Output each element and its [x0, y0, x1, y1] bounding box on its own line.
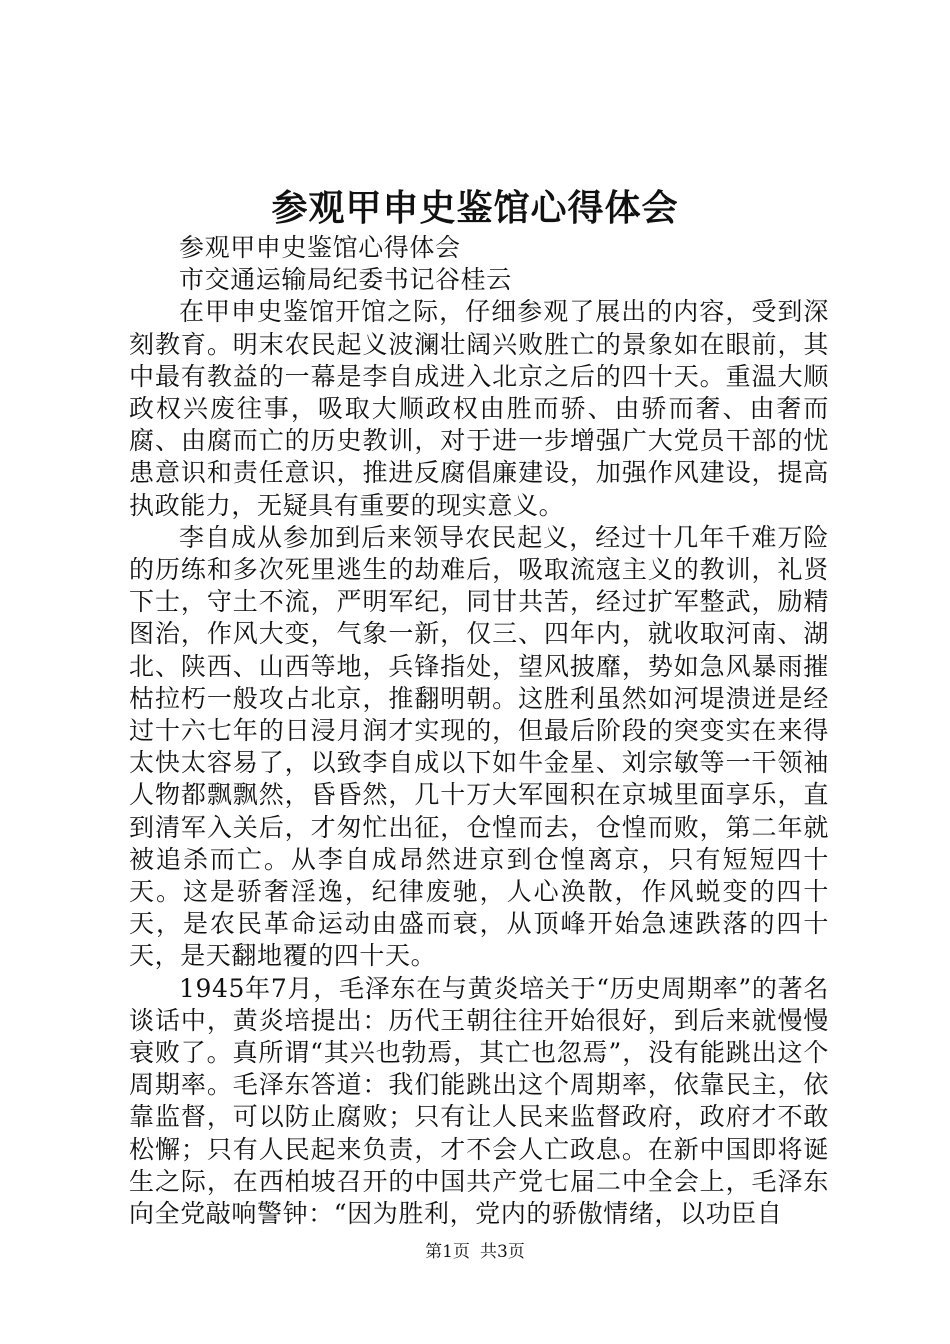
page-footer	[0, 1240, 950, 1264]
subtitle-line: 参观甲申史鉴馆心得体会	[179, 233, 461, 262]
page-number: 第1页	[425, 1242, 470, 1262]
page-total: 共3页	[480, 1242, 525, 1262]
body-paragraph: 1945年7月，毛泽东在与黄炎培关于“历史周期率”的著名谈话中，黄炎培提出：历代王朝往往开始很好，到后来就慢慢衰败了。真所谓“其兴也勃焉，其亡也忽焉”，没有能跳出这个周期率。毛泽东答道：我们能跳出这个周期率，依靠民主，依靠监督，可以防止腐败；只有让人民来监督政府，政府才不敢松懈；只有人民起来负责，才不会人亡政息。在新中国即将诞生之际，在西柏坡召开的中国共产党七届二中全会上，毛泽东向全党敲响警钟：“因为胜利，党内的骄傲情绪，以功臣自	[129, 973, 829, 1229]
body-paragraph: 李自成从参加到后来领导农民起义，经过十几年千难万险的历练和多次死里逃生的劫难后，吸取流寇主义的教训，礼贤下士，守土不流，严明军纪，同甘共苦，经过扩军整武，励精图治，作风大变，气象一新，仅三、四年内，就收取河南、湖北、陕西、山西等地，兵锋指处，望风披靡，势如急风暴雨摧枯拉朽一般攻占北京，推翻明朝。这胜利虽然如河堤溃迸是经过十六七年的日浸月润才实现的，但最后阶段的突变实在来得太快太容易了，以致李自成以下如牛金星、刘宗敏等一干领袖人物都飘飘然，昏昏然，几十万大军囤积在京城里面享乐，直到清军入关后，才匆忙出征，仓惶而去，仓惶而败，第二年就被追杀而亡。从李自成昂然进京到仓惶离京，只有短短四十天。这是骄奢淫逸，纪律废驰，人心涣散，作风蜕变的四十天，是农民革命运动由盛而衰，从顶峰开始急速跌落的四十天，是天翻地覆的四十天。	[129, 522, 829, 971]
author-line: 市交通运输局纪委书记谷桂云	[179, 265, 512, 295]
document-body	[129, 232, 829, 1230]
body-paragraph: 在甲申史鉴馆开馆之际，仔细参观了展出的内容，受到深刻教育。明末农民起义波澜壮阔兴败胜亡的景象如在眼前，其中最有教益的一幕是李自成进入北京之后的四十天。重温大顺政权兴废往事，吸取大顺政权由胜而骄、由骄而奢、由奢而腐、由腐而亡的历史教训，对于进一步增强广大党员干部的忧患意识和责任意识，推进反腐倡廉建设，加强作风建设，提高执政能力，无疑具有重要的现实意义。	[129, 297, 829, 520]
document-title: 参观甲申史鉴馆心得体会	[271, 187, 679, 229]
